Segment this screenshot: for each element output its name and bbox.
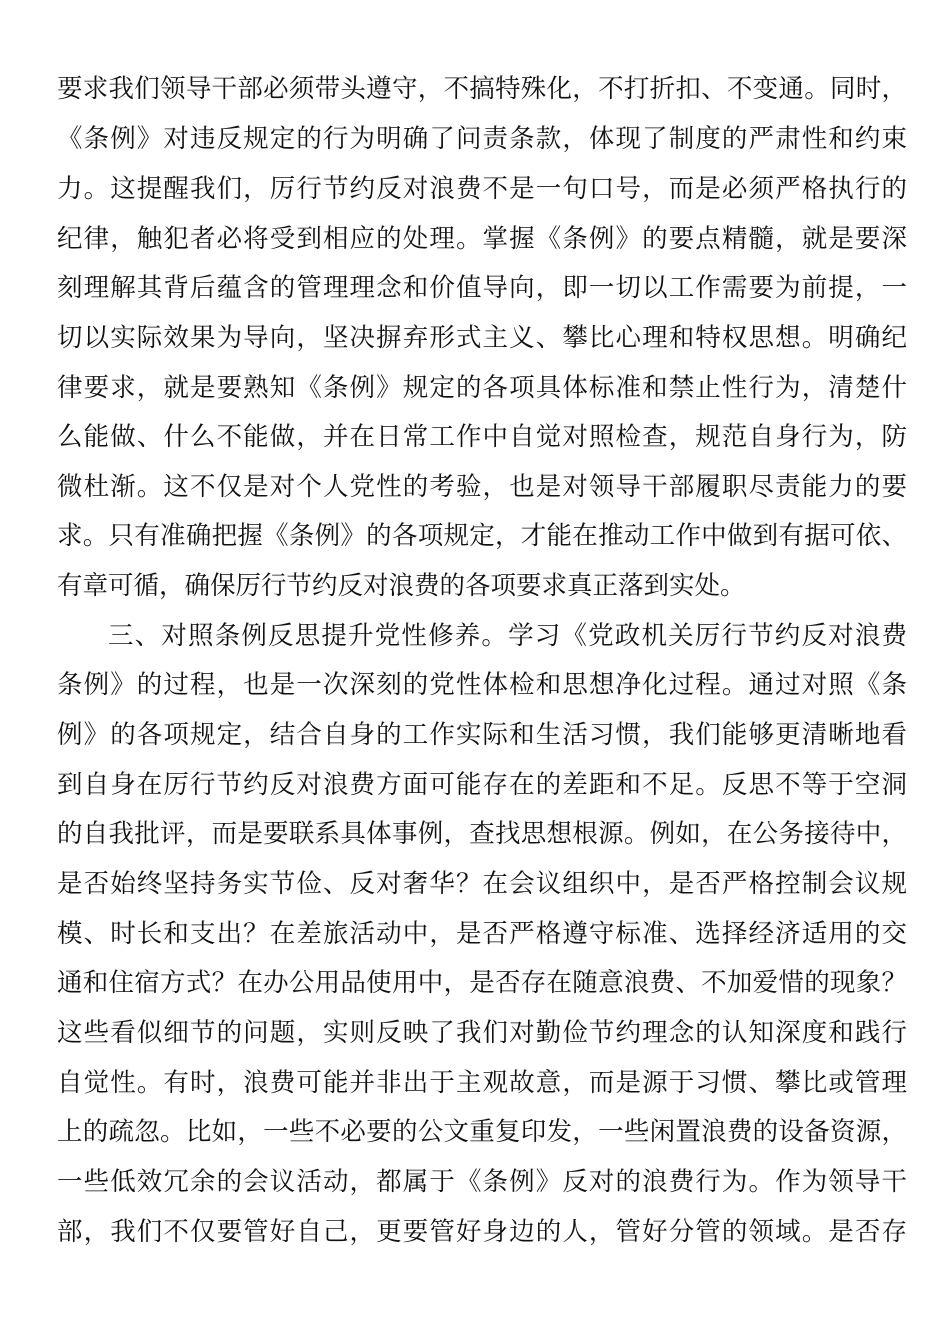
- text-line: 要求我们领导干部必须带头遵守，不搞特殊化，不打折扣、不变通。同时，: [57, 74, 907, 104]
- text-line: 一些低效冗余的会议活动，都属于《条例》反对的浪费行为。作为领导干: [57, 1167, 907, 1197]
- text-line: 求。只有准确把握《条例》的各项规定，才能在推动工作中做到有据可依、: [57, 521, 907, 551]
- text-line: 切以实际效果为导向，坚决摒弃形式主义、攀比心理和特权思想。明确纪: [57, 323, 907, 353]
- text-line: 刻理解其背后蕴含的管理理念和价值导向，即一切以工作需要为前提，一: [57, 273, 907, 303]
- text-line: 条例》的过程，也是一次深刻的党性体检和思想净化过程。通过对照《条: [57, 670, 907, 700]
- text-line: 是否始终坚持务实节俭、反对奢华？在会议组织中，是否严格控制会议规: [57, 869, 907, 899]
- text-line: 的自我批评，而是要联系具体事例，查找思想根源。例如，在公务接待中，: [57, 819, 907, 849]
- text-line: 律要求，就是要熟知《条例》规定的各项具体标准和禁止性行为，清楚什: [57, 373, 907, 403]
- text-line: 有章可循，确保厉行节约反对浪费的各项要求真正落到实处。: [57, 571, 746, 601]
- text-line: 这些看似细节的问题，实则反映了我们对勤俭节约理念的认知深度和践行: [57, 1018, 907, 1048]
- text-line: 自觉性。有时，浪费可能并非出于主观故意，而是源于习惯、攀比或管理: [57, 1068, 907, 1098]
- text-line: 上的疏忽。比如，一些不必要的公文重复印发，一些闲置浪费的设备资源，: [57, 1117, 907, 1147]
- text-line: 微杜渐。这不仅是对个人党性的考验，也是对领导干部履职尽责能力的要: [57, 472, 907, 502]
- text-line: 部，我们不仅要管好自己，更要管好身边的人，管好分管的领域。是否存: [57, 1217, 907, 1247]
- text-line: 模、时长和支出？在差旅活动中，是否严格遵守标准、选择经济适用的交: [57, 919, 907, 949]
- text-line: 《条例》对违反规定的行为明确了问责条款，体现了制度的严肃性和约束: [57, 124, 907, 154]
- text-line: 纪律，触犯者必将受到相应的处理。掌握《条例》的要点精髓，就是要深: [57, 224, 907, 254]
- text-line: 力。这提醒我们，厉行节约反对浪费不是一句口号，而是必须严格执行的: [57, 174, 907, 204]
- text-line: 例》的各项规定，结合自身的工作实际和生活习惯，我们能够更清晰地看: [57, 720, 907, 750]
- text-line: 通和住宿方式？在办公用品使用中，是否存在随意浪费、不加爱惜的现象？: [57, 968, 907, 998]
- text-line: 到自身在厉行节约反对浪费方面可能存在的差距和不足。反思不等于空洞: [57, 770, 907, 800]
- text-line: 么能做、什么不能做，并在日常工作中自觉对照检查，规范自身行为，防: [57, 422, 907, 452]
- section-heading-line: 三、对照条例反思提升党性修养。学习《党政机关厉行节约反对浪费: [108, 621, 907, 651]
